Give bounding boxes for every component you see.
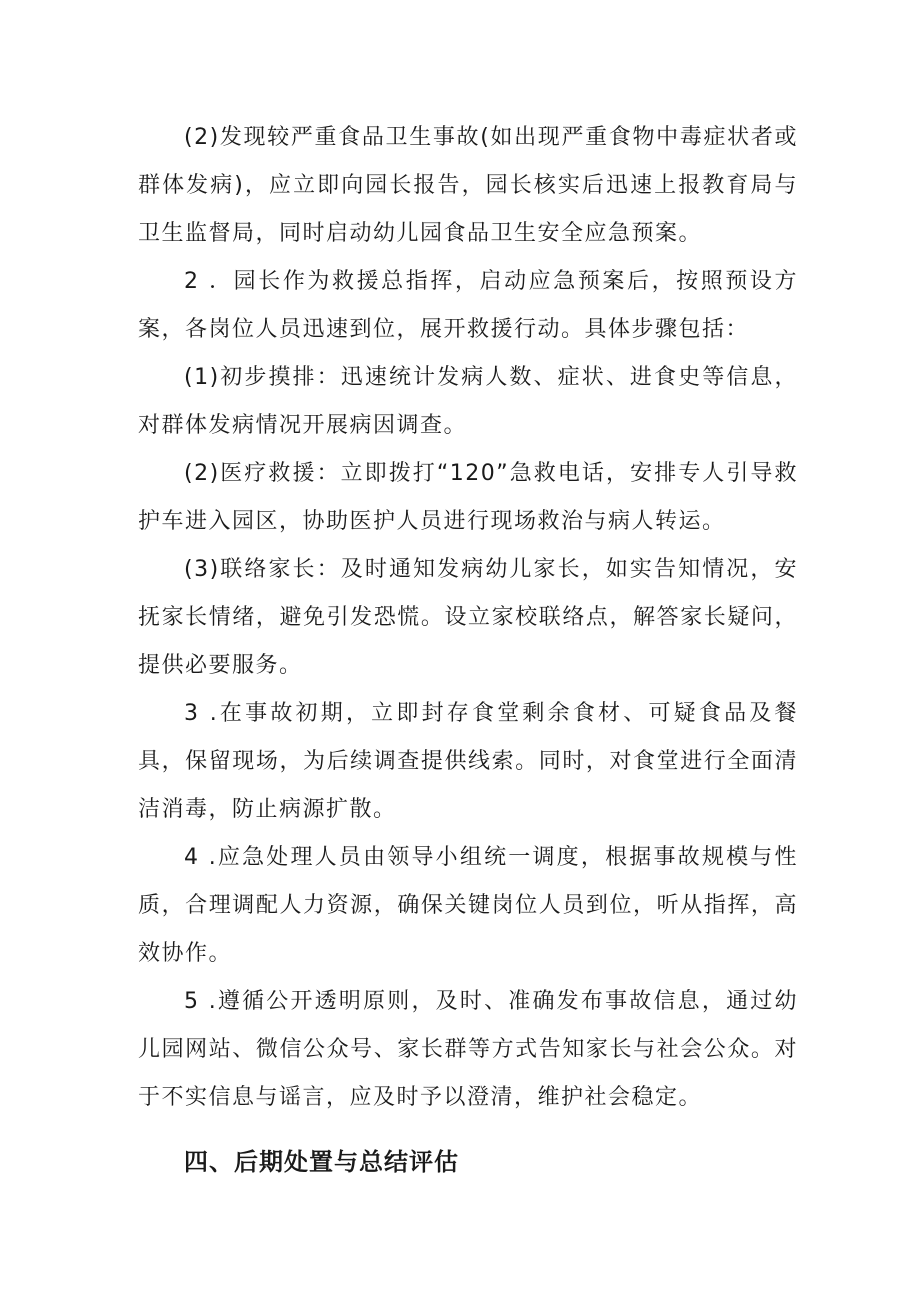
paragraph-contact-parents: (3)联络家长：及时通知发病幼儿家长，如实告知情况，安抚家长情绪，避免引发恐慌。设立家校联络点，解答家长疑问，提供必要服务。 — [138, 557, 798, 678]
paragraph-initial-survey: (1)初步摸排：迅速统计发病人数、症状、进食史等信息，对群体发病情况开展病因调查。 — [138, 365, 798, 438]
paragraph-principal-command: 2 ．园长作为救援总指挥，启动应急预案后，按照预设方案，各岗位人员迅速到位，展开救援行动。具体步骤包括： — [138, 269, 798, 342]
section-heading: 四、后期处置与总结评估 — [184, 1148, 459, 1176]
paragraph-staff-dispatch: 4 .应急处理人员由领导小组统一调度，根据事故规模与性质，合理调配人力资源，确保关键岗位人员到位，听从指挥，高效协作。 — [138, 845, 798, 966]
paragraph-medical-rescue: (2)医疗救援：立即拨打“120”急救电话，安排专人引导救护车进入园区，协助医护人员进行现场救治与病人转运。 — [138, 461, 798, 534]
paragraph-information-release: 5 .遵循公开透明原则，及时、准确发布事故信息，通过幼儿园网站、微信公众号、家长群等方式告知家长与社会公众。对于不实信息与谣言，应及时予以澄清，维护社会稳定。 — [138, 989, 798, 1110]
paragraph-serious-incident-report: (2)发现较严重食品卫生事故(如出现严重食物中毒症状者或群体发病)，应立即向园长报告，园长核实后迅速上报教育局与卫生监督局，同时启动幼儿园食品卫生安全应急预案。 — [138, 125, 798, 246]
paragraph-seal-scene: 3 .在事故初期，立即封存食堂剩余食材、可疑食品及餐具，保留现场，为后续调查提供线索。同时，对食堂进行全面清洁消毒，防止病源扩散。 — [138, 701, 798, 822]
